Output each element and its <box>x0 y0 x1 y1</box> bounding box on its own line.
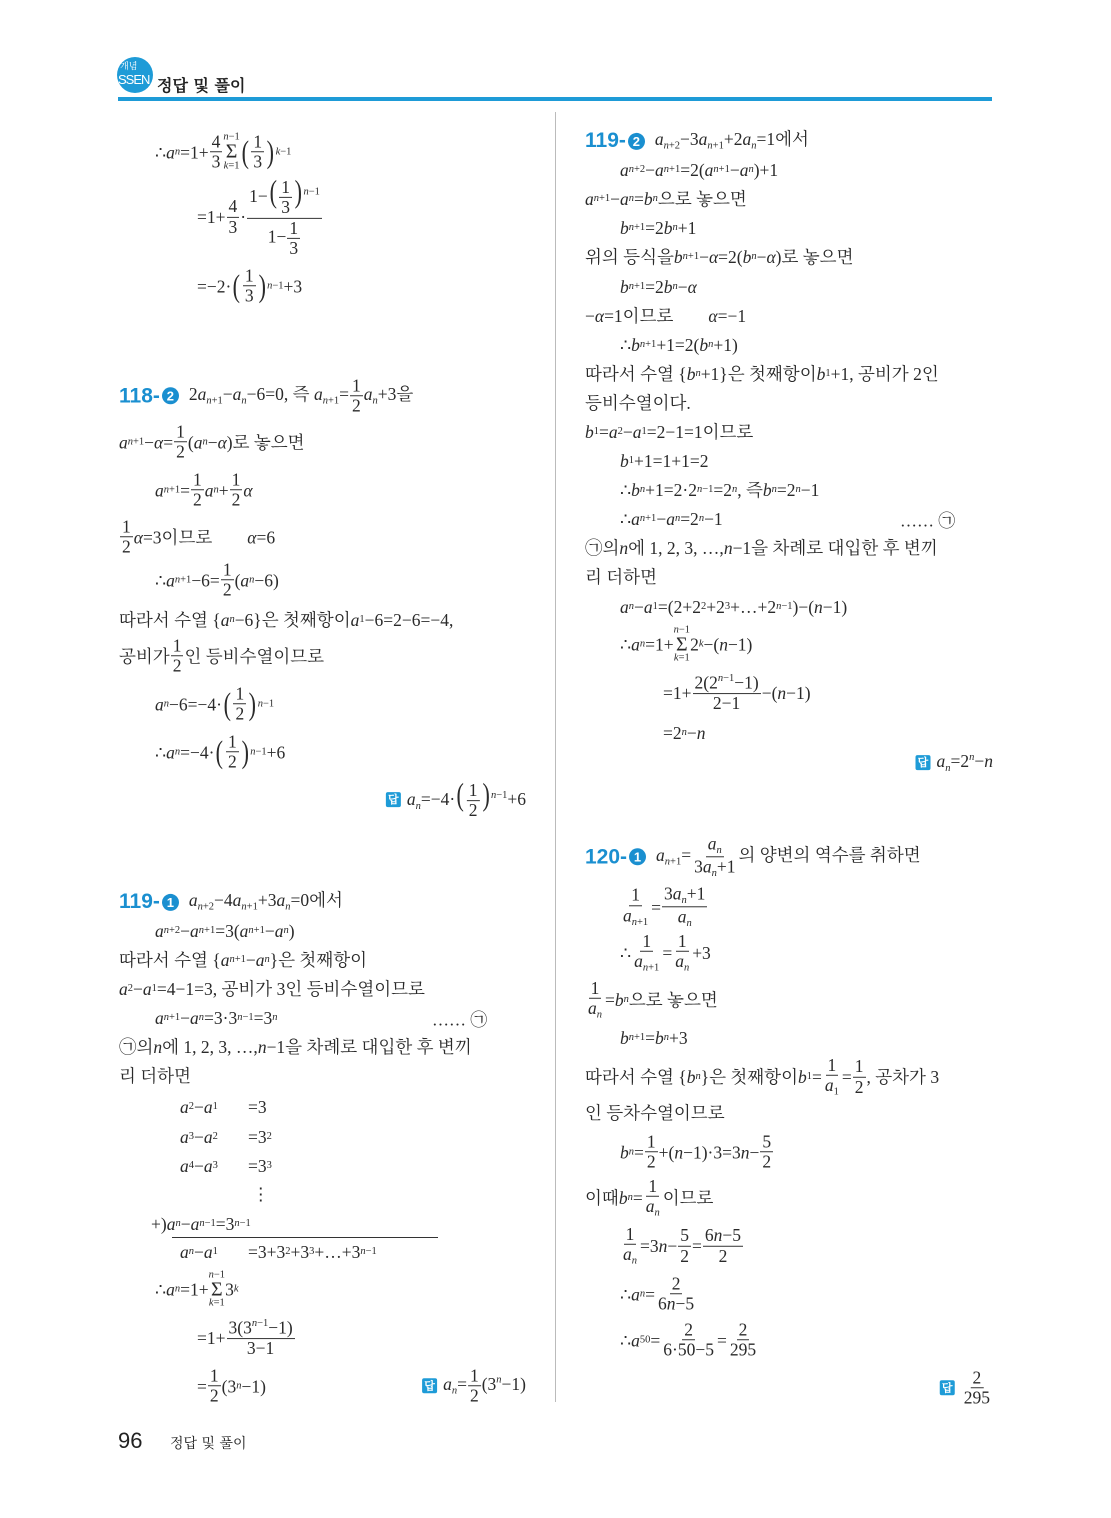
math-line: b 1 +1=1+1=2 <box>620 450 709 471</box>
math-line: 1 $a_n$ =3 n − 5 2 = 6n−5 2 <box>623 1223 741 1267</box>
math-line: $a_{n+1}=$ $\frac{a_n}{3a_n+1}$ 의 양변의 역수를 취하면 <box>656 833 921 880</box>
answer-badge: 답 <box>916 755 931 770</box>
math-line: b 1 = a 2 − a 1 =2−1=1이므로 <box>585 421 754 442</box>
problem-label: 120- 1 <box>585 845 646 869</box>
answer-value: $a_n=$ $\frac{1}{2}$ $(3^n-1)$ <box>443 1365 526 1406</box>
math-line: 따라서 수열 { a n −6}은 첫째항이 a 1 −6=2−6=−4, <box>119 609 454 630</box>
math-line: ∴ a n+1 −6= 1 2 ( a n −6) <box>155 559 279 600</box>
math-line: =1+ $3(3^{n-1}-1)$ 3−1 <box>197 1317 293 1358</box>
sum-row-rhs: =3 2 <box>248 1126 272 1147</box>
math-line: $a_{n+2}-4a_{n+1}+3a_n=0$에서 <box>188 890 343 913</box>
math-line: a n −6=−4· ( 1 2 ) n−1 <box>155 683 275 724</box>
math-line: 따라서 수열 { b n +1}은 첫째항이 b 1 +1, 공비가 2인 <box>585 363 939 384</box>
problem-118-2 <box>119 376 413 416</box>
math-line: =−2· ( 1 3 ) n−1 +3 <box>197 265 303 306</box>
answer-value: $\frac{2}{295}$ <box>963 1367 990 1408</box>
math-line: 리 더하면 <box>585 566 657 587</box>
math-line: = 1 2 (3 n −1) <box>197 1365 266 1406</box>
answer-120-1 <box>940 1368 993 1408</box>
answer-badge: 답 <box>422 1379 437 1394</box>
problem-label: 119- 2 <box>585 129 645 153</box>
problem-120-1 <box>585 834 921 879</box>
sum-row-lhs: a 2 − a 1 <box>180 1096 218 1117</box>
answer-badge: 답 <box>940 1381 955 1396</box>
equation-marker: …… ㉠ <box>432 1010 488 1030</box>
math-line: a n+1 − a n = b n 으로 놓으면 <box>585 188 747 209</box>
problem-label: 119- 1 <box>119 890 179 914</box>
column-divider <box>555 112 556 1402</box>
math-line: − α =1이므로 α =−1 <box>585 305 747 326</box>
math-line: ∴ b n+1 +1=2( b n +1) <box>620 334 738 355</box>
math-line: ∴ a n =1+ n−1 Σ k=1 2 k −( n −1) <box>620 624 753 664</box>
math-line: ∴ a n+1 − a n =2 n −1 <box>620 508 723 529</box>
math-line: ㉠의 n 에 1, 2, 3, …, n −1을 차례로 대입한 후 변끼 <box>119 1036 472 1057</box>
math-line: 인 등차수열이므로 <box>585 1102 725 1123</box>
math-line: 1 2 α =3이므로 α =6 <box>122 516 276 557</box>
math-line: 1 $a_{n+1}$ = $3a_n+1$ $a_n$ <box>623 883 706 930</box>
math-line: a n − a 1 =(2+2 2 +2 3 +…+2 n−1 )−( n −1) <box>620 596 848 617</box>
answer-119-2 <box>916 751 994 775</box>
sum-row-last: +) a n − a n−1 =3 n−1 <box>151 1213 251 1234</box>
equation-marker: …… ㉠ <box>900 511 956 531</box>
sum-row-rhs: =3 <box>248 1096 267 1117</box>
math-line: a n+1 − a n =3·3 n−1 =3 n <box>155 1007 278 1028</box>
math-line: ∴ a n =1+ 4 3 n−1 Σ k=1 ( 1 3 ) k−1 <box>155 131 292 172</box>
circled-number: 2 <box>628 132 645 149</box>
circled-number: 1 <box>629 848 646 865</box>
answer-badge: 답 <box>386 792 401 807</box>
circled-number: 2 <box>162 387 179 404</box>
math-line: ∴ b n +1=2·2 n−1 =2 n , 즉 b n =2 n −1 <box>620 479 820 500</box>
circled-number: 1 <box>162 893 179 910</box>
math-line: ∴ a n =1+ n−1 Σ k=1 3 k <box>155 1269 239 1309</box>
math-line: 따라서 수열 { a n+1 − a n }은 첫째항이 <box>119 949 368 970</box>
math-line: 위의 등식을 b n+1 − α =2( b n − α )로 놓으면 <box>585 246 854 267</box>
problem-119-1 <box>119 890 343 914</box>
page-number: 96 <box>118 1428 143 1453</box>
math-line: ∴ 1 $a_{n+1}$ = 1 $a_n$ +3 <box>620 930 711 974</box>
math-line: 1 $a_n$ = b n 으로 놓으면 <box>588 977 718 1021</box>
math-line: b n+1 = b n +3 <box>620 1027 688 1048</box>
math-line: a n+1 − α = 1 2 ( a n − α )로 놓으면 <box>119 421 305 462</box>
math-line: ∴ a n =−4· ( 1 2 ) n−1 +6 <box>155 731 286 772</box>
math-line: ∴ a 50 = 2 6·50−5 = 2 295 <box>620 1319 757 1360</box>
sum-underline <box>172 1237 438 1238</box>
math-line: b n+1 =2 b n +1 <box>620 217 697 238</box>
answer-value: $a_n=2^n-n$ <box>936 751 993 774</box>
math-line: a 2 − a 1 =4−1=3, 공비가 3인 등비수열이므로 <box>119 978 425 999</box>
math-line: b n+1 =2 b n − α <box>620 276 697 297</box>
sum-row-rhs: =3+3 2 +3 3 +…+3 n−1 <box>248 1241 377 1262</box>
math-line: =1+ $2(2^{n-1}-1)$ 2−1 −( n −1) <box>663 672 811 713</box>
sum-row-lhs: a 4 − a 3 <box>180 1155 218 1176</box>
answer-119-1 <box>422 1366 526 1406</box>
problem-119-2 <box>585 129 809 153</box>
sum-row-lhs: a n − a 1 <box>180 1241 218 1262</box>
answer-118-2 <box>386 779 526 821</box>
math-line: 이때 b n = 1 $a_n$ 이므로 <box>585 1175 714 1219</box>
sum-row-rhs: =3 3 <box>248 1155 272 1176</box>
math-line: a n+2 − a n+1 =2( a n+1 − a n )+1 <box>620 159 779 180</box>
math-line: ㉠의 n 에 1, 2, 3, …, n −1을 차례로 대입한 후 변끼 <box>585 537 938 558</box>
ssen-logo <box>117 57 153 93</box>
math-line: 등비수열이다. <box>585 392 691 413</box>
sum-row-lhs: a 3 − a 2 <box>180 1126 218 1147</box>
math-line: a n+1 = 1 2 a n + 1 2 α <box>155 469 253 510</box>
header-rule <box>118 97 992 101</box>
vertical-ellipsis: ⋮ <box>252 1183 270 1204</box>
math-line: b n = 1 2 +( n −1)·3=3 n − 5 2 <box>620 1131 772 1172</box>
footer-title: 정답 및 풀이 <box>170 1436 247 1452</box>
section-title: 정답 및 풀이 <box>157 76 246 95</box>
logo-text-top: 개념 <box>120 61 138 71</box>
math-line: =1+ 4 3 · 1−( $\frac{1}{3}$ ) $^{n-1}$ 1− $\frac{1}{3}$ <box>197 173 320 258</box>
answer-value: $a_n=-4\cdot$( $\frac{1}{2}$ ) $^{n-1}$+6 <box>406 777 526 821</box>
math-line: $a_{n+2}-3a_{n+1}+2a_n=1$에서 <box>654 129 809 152</box>
math-line: =2 n − n <box>663 722 706 743</box>
problem-label: 118- 2 <box>119 384 179 408</box>
logo-text-bottom: SSEN <box>118 72 150 87</box>
math-line: ∴ a n = 2 6n−5 <box>620 1273 695 1314</box>
math-line: 리 더하면 <box>119 1065 191 1086</box>
math-line: a n+2 − a n+1 =3( a n+1 − a n ) <box>155 920 295 941</box>
math-line: 공비가 1 2 인 등비수열이므로 <box>119 635 325 676</box>
math-line: $2a_{n+1}-a_n-6=0$, 즉 $a_{n+1}=$ $\frac{1}{2}$ $a_n+3$을 <box>188 375 414 416</box>
math-line: 따라서 수열 { b n }은 첫째항이 b 1 = 1 $a_1$ = 1 2 , 공차가 3 <box>585 1054 940 1098</box>
